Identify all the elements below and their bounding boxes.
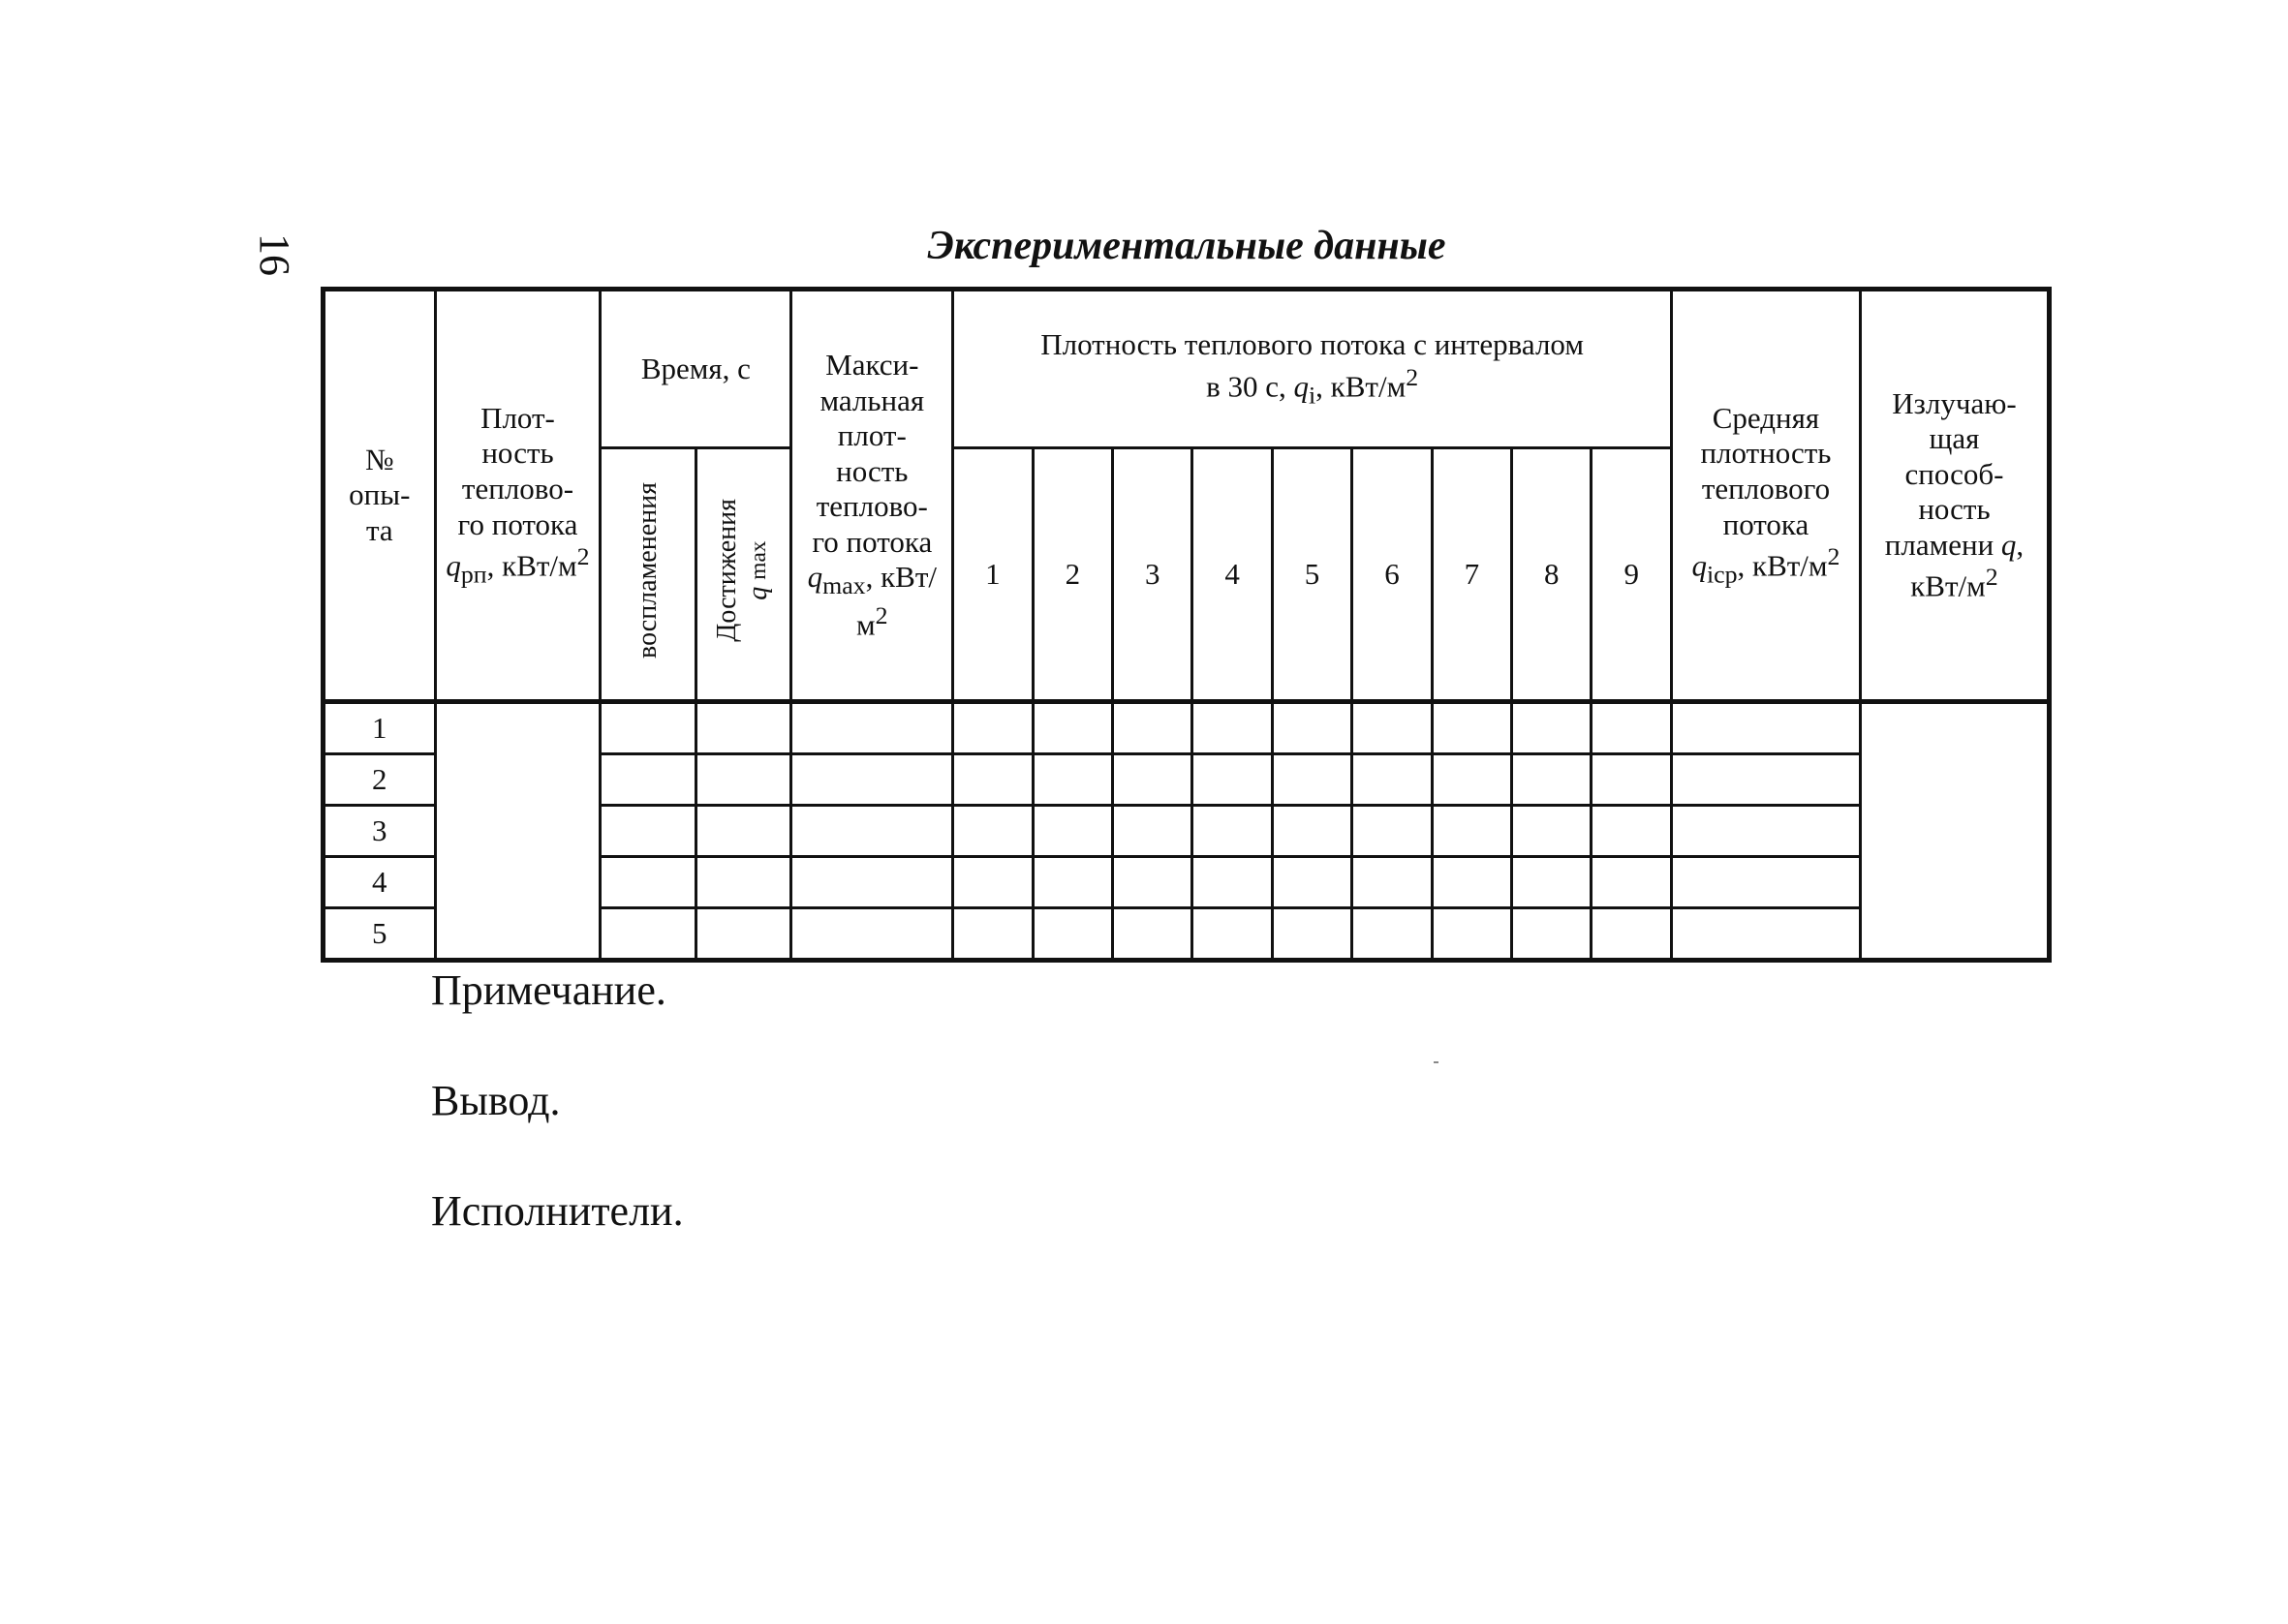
- empty-cell: [1592, 806, 1672, 857]
- header-time-ignition: воспламенения: [601, 448, 696, 702]
- row-number: 4: [324, 857, 436, 908]
- interval-header-6: 6: [1352, 448, 1432, 702]
- empty-cell: [601, 754, 696, 806]
- interval-header-3: 3: [1113, 448, 1192, 702]
- empty-cell: [1592, 908, 1672, 961]
- empty-cell: [601, 702, 696, 754]
- empty-cell: [791, 702, 953, 754]
- empty-cell: [1352, 754, 1432, 806]
- interval-header-5: 5: [1272, 448, 1351, 702]
- interval-header-9: 9: [1592, 448, 1672, 702]
- header-heat-flux: Плот- ность теплово- го потока $q_{рп}$, кВт/$м^2$: [435, 290, 601, 702]
- remark-label: Примечание.: [431, 966, 666, 1014]
- header-emissive-power: Излучаю- щая способ- ность пламени q, кВт/$м^2$: [1860, 290, 2049, 702]
- experimental-data-table: [321, 287, 2052, 963]
- empty-cell: [1033, 908, 1112, 961]
- empty-cell: [1192, 806, 1272, 857]
- table-row: [324, 702, 2050, 754]
- scan-speck: [1434, 1061, 1438, 1063]
- empty-cell: [791, 806, 953, 857]
- table-title: Экспериментальные данные: [927, 224, 1446, 268]
- empty-cell: [953, 806, 1033, 857]
- empty-cell: [953, 908, 1033, 961]
- empty-cell: [791, 754, 953, 806]
- empty-cell: [1671, 908, 1860, 961]
- empty-cell: [1033, 857, 1112, 908]
- empty-cell: [1113, 806, 1192, 857]
- empty-cell: [1272, 857, 1351, 908]
- empty-cell: [791, 908, 953, 961]
- interval-header-2: 2: [1033, 448, 1112, 702]
- empty-cell: [1512, 754, 1592, 806]
- performers-label: Исполнители.: [431, 1187, 684, 1235]
- empty-cell: [1671, 857, 1860, 908]
- interval-header-1: 1: [953, 448, 1033, 702]
- empty-cell: [1512, 806, 1592, 857]
- row-number: 5: [324, 908, 436, 961]
- empty-cell: [1352, 908, 1432, 961]
- empty-cell: [1432, 908, 1511, 961]
- row-number: 3: [324, 806, 436, 857]
- interval-header-7: 7: [1432, 448, 1511, 702]
- interval-header-4: 4: [1192, 448, 1272, 702]
- header-time: Время, с: [601, 290, 791, 448]
- header-interval-flux: Плотность теплового потока с интервалом в 30 с, $q_i$, кВт/$м^2$: [953, 290, 1672, 448]
- header-experiment-no: № опы- та: [324, 290, 436, 702]
- empty-cell: [1671, 806, 1860, 857]
- empty-cell: [1432, 857, 1511, 908]
- empty-cell: [1272, 754, 1351, 806]
- empty-cell: [1033, 702, 1112, 754]
- notes-section: [431, 964, 684, 1239]
- header-time-reach-qmax: Достижения q max: [696, 448, 791, 702]
- empty-cell: [953, 702, 1033, 754]
- empty-cell: [1192, 702, 1272, 754]
- empty-cell: [1272, 908, 1351, 961]
- empty-cell: [696, 857, 791, 908]
- empty-cell: [1113, 857, 1192, 908]
- empty-cell: [1352, 702, 1432, 754]
- empty-cell: [1113, 754, 1192, 806]
- empty-cell: [1272, 702, 1351, 754]
- header-max-flux: Макси- мальная плот- ность теплово- го потока $q_{max}$, кВт/$м^2$: [791, 290, 953, 702]
- empty-cell: [953, 857, 1033, 908]
- conclusion-label: Вывод.: [431, 1077, 561, 1124]
- empty-cell: [1352, 857, 1432, 908]
- empty-cell: [696, 754, 791, 806]
- empty-cell: [1432, 754, 1511, 806]
- empty-cell: [696, 908, 791, 961]
- empty-cell: [1512, 908, 1592, 961]
- empty-cell: [1592, 702, 1672, 754]
- empty-cell: [1192, 908, 1272, 961]
- empty-cell: [1671, 702, 1860, 754]
- empty-cell: [1432, 702, 1511, 754]
- empty-cell: [696, 702, 791, 754]
- empty-cell: [601, 806, 696, 857]
- row-number: 1: [324, 702, 436, 754]
- empty-cell: [1512, 857, 1592, 908]
- empty-cell: [1033, 806, 1112, 857]
- emissive-power-value-cell: [1860, 702, 2049, 961]
- empty-cell: [1113, 702, 1192, 754]
- empty-cell: [953, 754, 1033, 806]
- empty-cell: [1272, 806, 1351, 857]
- empty-cell: [696, 806, 791, 857]
- empty-cell: [1033, 754, 1112, 806]
- page-number: 16: [251, 233, 298, 276]
- empty-cell: [1671, 754, 1860, 806]
- empty-cell: [791, 857, 953, 908]
- empty-cell: [1113, 908, 1192, 961]
- heat-flux-value-cell: [435, 702, 601, 961]
- row-number: 2: [324, 754, 436, 806]
- empty-cell: [1192, 857, 1272, 908]
- header-average-flux: Средняя плотность теплового потока $q_{iср}$, кВт/$м^2$: [1671, 290, 1860, 702]
- empty-cell: [601, 857, 696, 908]
- empty-cell: [1512, 702, 1592, 754]
- empty-cell: [1592, 754, 1672, 806]
- empty-cell: [601, 908, 696, 961]
- empty-cell: [1592, 857, 1672, 908]
- empty-cell: [1432, 806, 1511, 857]
- empty-cell: [1352, 806, 1432, 857]
- interval-header-8: 8: [1512, 448, 1592, 702]
- empty-cell: [1192, 754, 1272, 806]
